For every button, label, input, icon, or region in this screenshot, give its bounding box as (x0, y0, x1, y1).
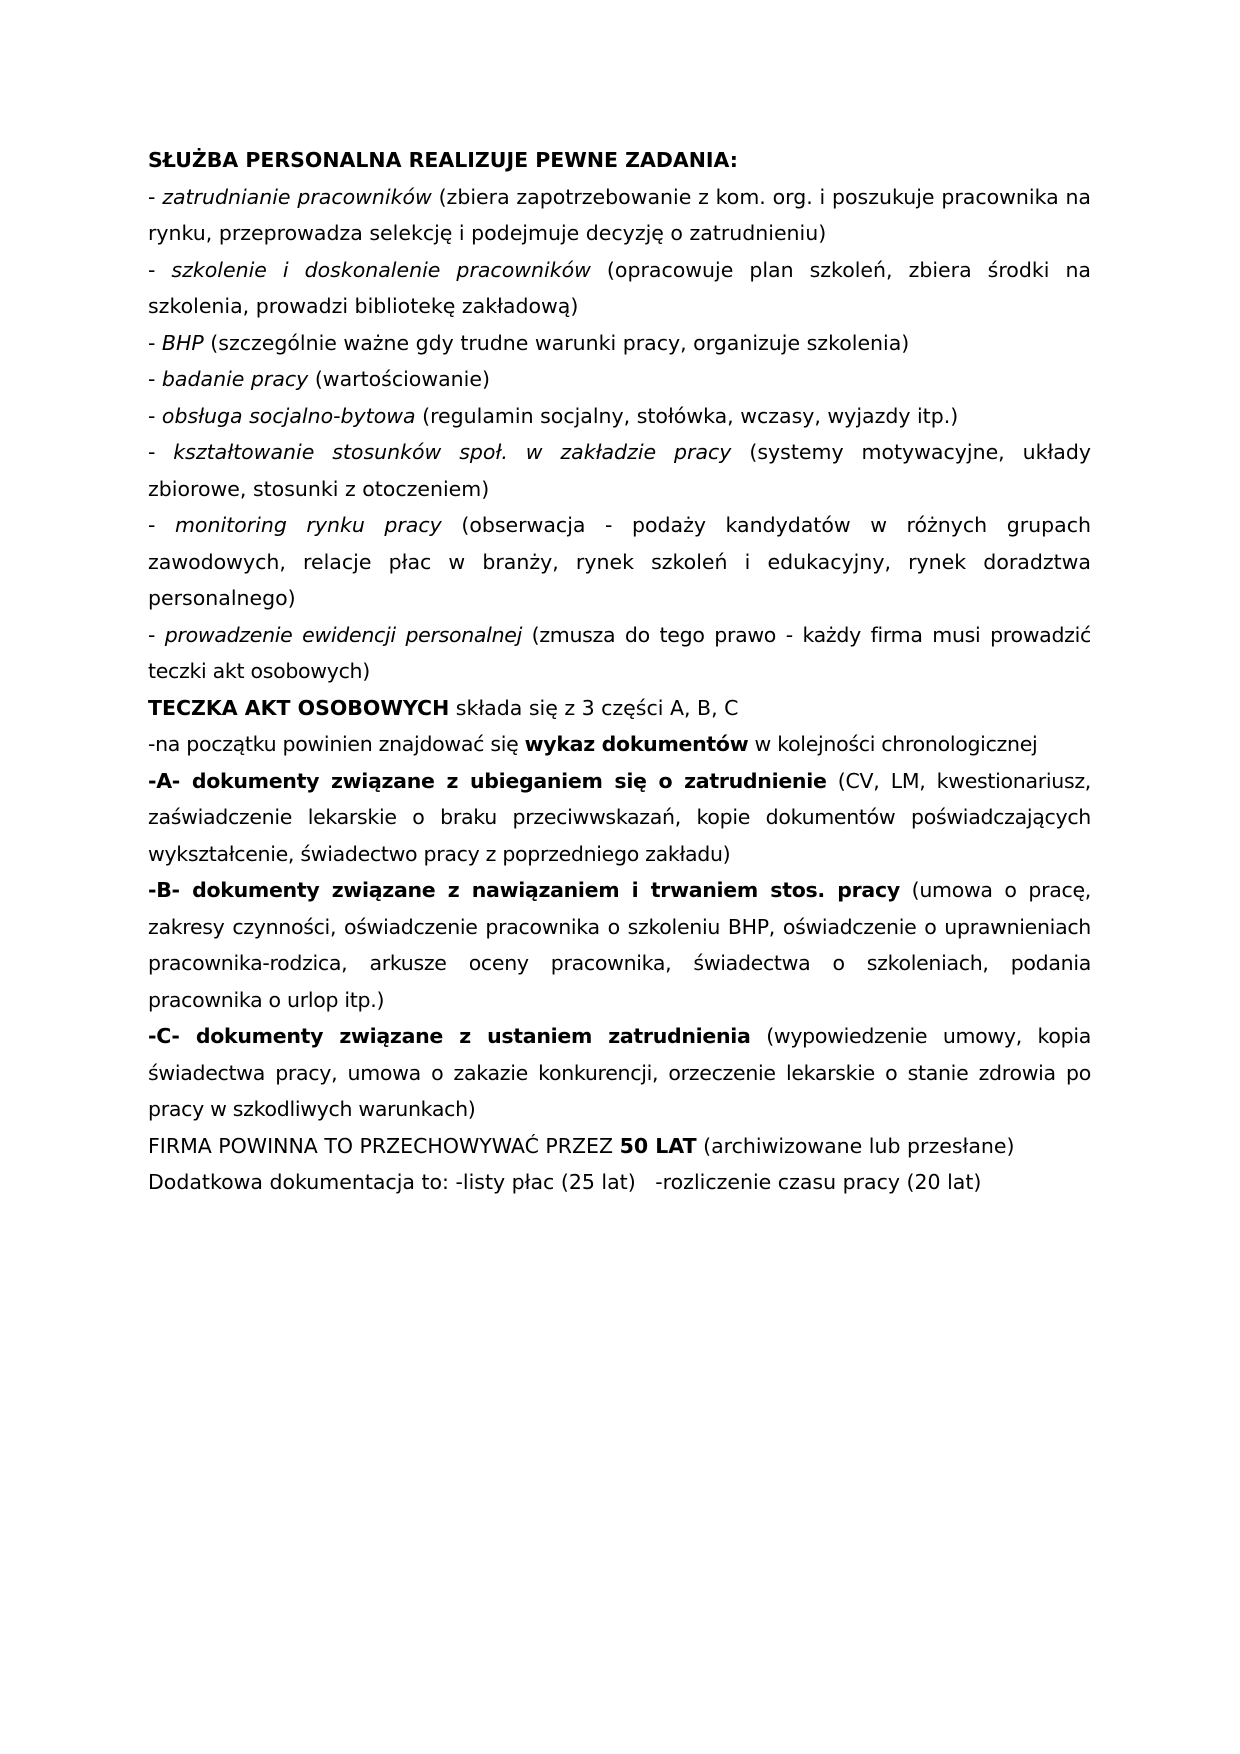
task-description: (zbiera zapotrzebowanie z kom. org. i poszukuje pracownika na rynku, przeprowadza selekcję i podejmuje decyzję o zatrudnieniu) (148, 184, 1091, 245)
firma-line (148, 1128, 1091, 1165)
part-c (148, 1018, 1091, 1128)
task-item-8 (148, 617, 1091, 690)
task-description: (wartościowanie) (308, 367, 490, 391)
task-item-5 (148, 398, 1091, 435)
task-term: obsługa socjalno-bytowa (161, 403, 416, 428)
task-prefix: - (148, 367, 162, 391)
part-a (148, 763, 1091, 873)
task-prefix: - (148, 513, 175, 537)
dodatkowa-line: Dodatkowa dokumentacja to: -listy płac (25 lat) -rozliczenie czasu pracy (20 lat) (148, 1170, 982, 1194)
task-term: BHP (161, 330, 204, 355)
document-heading: SŁUŻBA PERSONALNA REALIZUJE PEWNE ZADANIA: (148, 148, 738, 172)
teczka-line (148, 690, 1091, 727)
task-prefix: - (148, 330, 162, 355)
task-term: badanie pracy (161, 367, 309, 391)
wykaz-after: w kolejności chronologicznej (748, 732, 1038, 756)
task-term: prowadzenie ewidencji personalnej (164, 622, 522, 647)
task-term: zatrudnianie pracowników (162, 184, 432, 209)
part-label: -C- dokumenty związane z ustaniem zatrudnienia (148, 1024, 751, 1048)
task-description: (szczególnie ważne gdy trudne warunki pracy, organizuje szkolenia) (203, 330, 910, 355)
task-term: monitoring rynku pracy (174, 513, 442, 537)
task-description: (regulamin socjalny, stołówka, wczasy, wyjazdy itp.) (415, 403, 959, 428)
task-item-3 (148, 325, 1091, 362)
firma-after: (archiwizowane lub przesłane) (696, 1133, 1015, 1158)
part-description: (wypowiedzenie umowy, kopia świadectwa pracy, umowa o zakazie konkurencji, orzeczenie lekarskie o stanie zdrowia po pracy w szkodliwych warunkach) (148, 1024, 1092, 1121)
task-description: (systemy motywacyjne, układy zbiorowe, stosunki z otoczeniem) (148, 440, 1091, 501)
part-label: -A- dokumenty związane z ubieganiem się o zatrudnienie (148, 768, 827, 793)
wykaz-before: -na początku powinien znajdować się (148, 732, 525, 756)
firma-before: FIRMA POWINNA TO PRZECHOWYWAĆ PRZEZ (148, 1133, 620, 1158)
document-body (148, 142, 1091, 1201)
task-item-2 (148, 252, 1091, 325)
firma-bold: 50 LAT (619, 1133, 697, 1158)
teczka-description: składa się z 3 części A, B, C (449, 695, 739, 720)
wykaz-line (148, 726, 1091, 763)
task-prefix: - (148, 403, 162, 428)
task-item-7 (148, 507, 1091, 617)
task-term: kształtowanie stosunków społ. w zakładzie pracy (173, 440, 732, 464)
task-item-1 (148, 179, 1091, 252)
task-prefix: - (148, 257, 172, 282)
task-term: szkolenie i doskonalenie pracowników (171, 257, 591, 282)
wykaz-bold: wykaz dokumentów (524, 732, 749, 756)
part-description: (CV, LM, kwestionariusz, zaświadczenie lekarskie o braku przeciwwskazań, kopie dokumentów poświadczających wykształcenie, świadectwo pracy z poprzedniego zakładu) (148, 768, 1091, 866)
task-prefix: - (148, 184, 163, 209)
part-description: (umowa o pracę, zakresy czynności, oświadczenie pracownika o szkoleniu BHP, oświadczenie o uprawnieniach pracownika-rodzica, arkusze oceny pracownika, świadectwa o szkoleniach, podania pracownika o urlop itp.) (148, 878, 1092, 1012)
task-description: (zmusza do tego prawo - każdy firma musi prowadzić teczki akt osobowych) (148, 622, 1091, 683)
teczka-title: TECZKA AKT OSOBOWYCH (148, 695, 450, 720)
part-label: -B- dokumenty związane z nawiązaniem i trwaniem stos. pracy (148, 878, 900, 902)
task-prefix: - (148, 440, 174, 464)
task-description: (opracowuje plan szkoleń, zbiera środki na szkolenia, prowadzi bibliotekę zakładową) (148, 257, 1091, 318)
task-item-4 (148, 361, 1091, 398)
task-item-6 (148, 434, 1091, 507)
task-prefix: - (148, 622, 165, 647)
part-b (148, 872, 1091, 1018)
task-description: (obserwacja - podaży kandydatów w różnych grupach zawodowych, relacje płac w branży, rynek szkoleń i edukacyjny, rynek doradztwa personalnego) (148, 513, 1091, 610)
